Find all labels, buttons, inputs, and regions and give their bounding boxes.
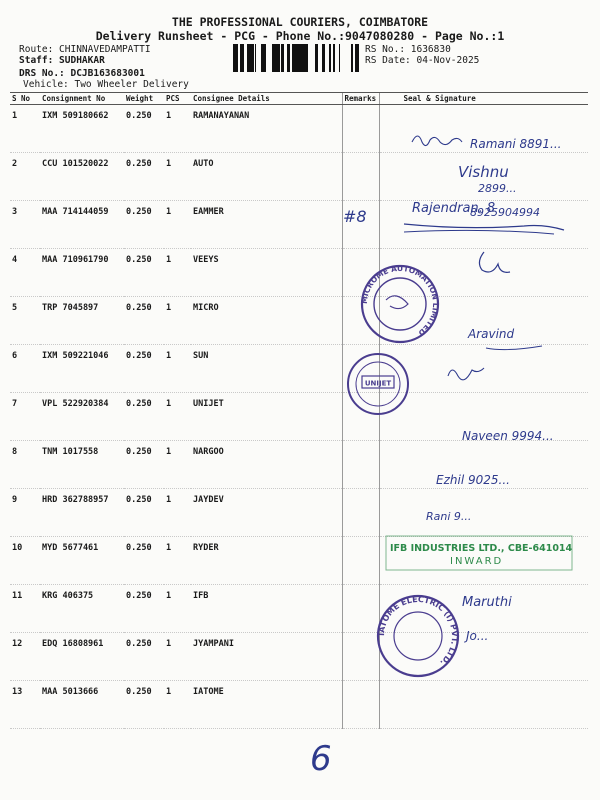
row-seal-signature: [379, 585, 588, 633]
sig-text: Ezhil 9025...: [436, 473, 510, 487]
row-sno: 4: [12, 255, 18, 265]
table-row: [10, 681, 588, 729]
row-seal-signature: [379, 201, 588, 249]
row-weight: 0.250: [126, 111, 152, 121]
signature-row-9: Naveen 9994...: [462, 429, 554, 443]
rs-number: RS No.: 1636830: [365, 44, 451, 55]
table-row: [10, 153, 588, 201]
barcode-bar: [281, 44, 284, 72]
row-consignee: EAMMER: [193, 207, 224, 217]
row-consignee: JYAMPANI: [193, 639, 234, 649]
row-weight: 0.250: [126, 303, 152, 313]
row-remarks: [342, 297, 379, 345]
signature-row-13: Jo...: [466, 629, 489, 643]
row-sno: 7: [12, 399, 18, 409]
drs-number: DRS No.: DCJB163683001: [19, 68, 145, 79]
route-label: Route: CHINNAVEDAMPATTI: [19, 44, 151, 55]
row-consignment-no: IXM 509221046: [42, 351, 109, 361]
row-remarks: [342, 393, 379, 441]
row-pcs: 1: [166, 111, 172, 121]
table-row: [10, 105, 588, 153]
row-consignee: JAYDEV: [193, 495, 224, 505]
row-remarks: [342, 681, 379, 729]
table-row: [10, 249, 588, 297]
barcode-bar: [329, 44, 331, 72]
row-consignee: UNIJET: [193, 399, 224, 409]
sig-text: Ramani 8891...: [470, 137, 562, 151]
row-sno: 2: [12, 159, 18, 169]
row-pcs: 1: [166, 591, 172, 601]
row-seal-signature: [379, 393, 588, 441]
barcode-bar: [243, 44, 244, 72]
row-seal-signature: [379, 345, 588, 393]
col-header: Consignment No: [40, 93, 124, 105]
barcode-bar: [261, 44, 263, 72]
row-consignment-no: CCU 101520022: [42, 159, 109, 169]
barcode-bar: [235, 44, 237, 72]
col-header: Seal & Signature: [379, 93, 588, 105]
barcode-bar: [297, 44, 300, 72]
table-row: [10, 345, 588, 393]
row-weight: 0.250: [126, 591, 152, 601]
row-pcs: 1: [166, 495, 172, 505]
row-consignee: RAMANAYANAN: [193, 111, 250, 121]
row-weight: 0.250: [126, 159, 152, 169]
col-header: S No: [10, 93, 40, 105]
runsheet-subtitle: Delivery Runsheet - PCG - Phone No.:9047080280 - Page No.:1: [95, 29, 505, 43]
row-sno: 1: [12, 111, 18, 121]
row-consignee: MICRO: [193, 303, 219, 313]
table-row: [10, 393, 588, 441]
barcode-bar: [304, 44, 306, 72]
barcode-bar: [351, 44, 353, 72]
row-consignment-no: MAA 5013666: [42, 687, 99, 697]
barcode-bar: [292, 44, 294, 72]
barcode-bar: [255, 44, 256, 72]
vehicle-label: Vehicle: Two Wheeler Delivery: [23, 79, 189, 90]
row-pcs: 1: [166, 159, 172, 169]
row-consignee: IATOME: [193, 687, 224, 697]
table-row: [10, 201, 588, 249]
row-remarks: [342, 441, 379, 489]
row-pcs: 1: [166, 255, 172, 265]
barcode-bar: [294, 44, 297, 72]
barcode-bar: [233, 44, 235, 72]
col-header: Weight: [124, 93, 164, 105]
row-consignment-no: MAA 714144059: [42, 207, 109, 217]
stamp-text: IATOME ELECTRIC (I) PVT. LTD.: [376, 594, 460, 668]
barcode-bar: [263, 44, 264, 72]
barcode-bar: [306, 44, 308, 72]
barcode-bar: [249, 44, 252, 72]
remark-mark: #8: [343, 207, 367, 226]
row-consignment-no: VPL 522920384: [42, 399, 109, 409]
barcode-bar: [322, 44, 325, 72]
row-seal-signature: [379, 441, 588, 489]
stamp-text: UNIJET: [364, 379, 392, 388]
row-weight: 0.250: [126, 351, 152, 361]
row-consignee: AUTO: [193, 159, 214, 169]
table-header: [10, 93, 588, 105]
table-row: [10, 585, 588, 633]
table-row: [10, 633, 588, 681]
row-consignment-no: MYD 5677461: [42, 543, 99, 553]
row-consignee: NARGOO: [193, 447, 224, 457]
row-seal-signature: [379, 681, 588, 729]
row-weight: 0.250: [126, 687, 152, 697]
table-row: [10, 297, 588, 345]
barcode-bar: [264, 44, 266, 72]
bottom-handwritten-mark: 6: [310, 739, 332, 779]
staff-label: Staff: SUDHAKAR: [19, 55, 105, 66]
sig-text: 2899...: [478, 182, 517, 195]
row-weight: 0.250: [126, 495, 152, 505]
row-pcs: 1: [166, 399, 172, 409]
col-header: Remarks: [342, 93, 379, 105]
barcode-bar: [272, 44, 274, 72]
row-sno: 13: [12, 687, 23, 697]
row-remarks: [342, 201, 379, 249]
row-weight: 0.250: [126, 399, 152, 409]
barcode-bar: [315, 44, 318, 72]
row-remarks: [342, 105, 379, 153]
row-seal-signature: [379, 249, 588, 297]
barcode-bar: [334, 44, 335, 72]
barcode-bar: [274, 44, 277, 72]
row-remarks: [342, 249, 379, 297]
col-header: PCS: [164, 93, 191, 105]
row-consignment-no: KRG 406375: [42, 591, 94, 601]
row-weight: 0.250: [126, 207, 152, 217]
table-row: [10, 537, 588, 585]
runsheet-table: [10, 92, 588, 729]
barcode-bar: [301, 44, 304, 72]
barcode: [233, 44, 361, 72]
row-pcs: 1: [166, 351, 172, 361]
row-sno: 10: [12, 543, 23, 553]
row-remarks: [342, 585, 379, 633]
table-row: [10, 441, 588, 489]
row-consignee: VEEYS: [193, 255, 219, 265]
sig-text: Rani 9...: [426, 510, 472, 523]
row-pcs: 1: [166, 639, 172, 649]
barcode-bar: [247, 44, 249, 72]
table-row: [10, 489, 588, 537]
row-seal-signature: [379, 153, 588, 201]
row-pcs: 1: [166, 303, 172, 313]
row-remarks: [342, 345, 379, 393]
row-consignment-no: TRP 7045897: [42, 303, 99, 313]
row-seal-signature: [379, 537, 588, 585]
rs-date: RS Date: 04-Nov-2025: [365, 55, 480, 66]
row-sno: 5: [12, 303, 18, 313]
company-title: THE PROFESSIONAL COURIERS, COIMBATORE: [171, 15, 429, 29]
row-consignment-no: HRD 362788957: [42, 495, 109, 505]
barcode-bar: [240, 44, 243, 72]
row-sno: 9: [12, 495, 18, 505]
row-consignment-no: MAA 710961790: [42, 255, 109, 265]
row-weight: 0.250: [126, 255, 152, 265]
stamp-text: INWARD: [450, 556, 504, 567]
sig-text: Aravind: [468, 327, 515, 341]
sig-text: Rajendran. 8: [412, 201, 496, 216]
row-consignee: IFB: [193, 591, 209, 601]
stamp-text: IFB INDUSTRIES LTD., CBE-641014: [390, 543, 573, 554]
barcode-bar: [339, 44, 340, 72]
row-remarks: [342, 153, 379, 201]
row-pcs: 1: [166, 687, 172, 697]
row-consignee: RYDER: [193, 543, 219, 553]
signature-row-12: Maruthi: [462, 595, 512, 610]
row-seal-signature: [379, 105, 588, 153]
row-seal-signature: [379, 489, 588, 537]
row-consignee: SUN: [193, 351, 209, 361]
row-consignment-no: TNM 1017558: [42, 447, 99, 457]
barcode-bar: [300, 44, 301, 72]
row-pcs: 1: [166, 207, 172, 217]
row-consignment-no: EDQ 16808961: [42, 639, 104, 649]
row-pcs: 1: [166, 543, 172, 553]
row-remarks: [342, 489, 379, 537]
barcode-bar: [237, 44, 238, 72]
row-weight: 0.250: [126, 447, 152, 457]
row-pcs: 1: [166, 447, 172, 457]
barcode-bar: [355, 44, 356, 72]
col-header: Consignee Details: [191, 93, 342, 105]
row-sno: 12: [12, 639, 23, 649]
barcode-bar: [287, 44, 290, 72]
row-sno: 3: [12, 207, 18, 217]
row-sno: 8: [12, 447, 18, 457]
barcode-bar: [333, 44, 334, 72]
row-seal-signature: [379, 633, 588, 681]
row-remarks: [342, 633, 379, 681]
sig-text: 8925904994: [470, 206, 540, 219]
barcode-bar: [277, 44, 280, 72]
row-weight: 0.250: [126, 639, 152, 649]
stamp-text: MICROME AUTOMATION LIMITED: [359, 263, 441, 338]
row-seal-signature: [379, 297, 588, 345]
row-consignment-no: IXM 509180662: [42, 111, 109, 121]
row-weight: 0.250: [126, 543, 152, 553]
barcode-bar: [252, 44, 254, 72]
row-sno: 11: [12, 591, 23, 601]
sig-text: Vishnu: [458, 163, 509, 181]
barcode-bar: [356, 44, 359, 72]
row-sno: 6: [12, 351, 18, 361]
row-remarks: [342, 537, 379, 585]
